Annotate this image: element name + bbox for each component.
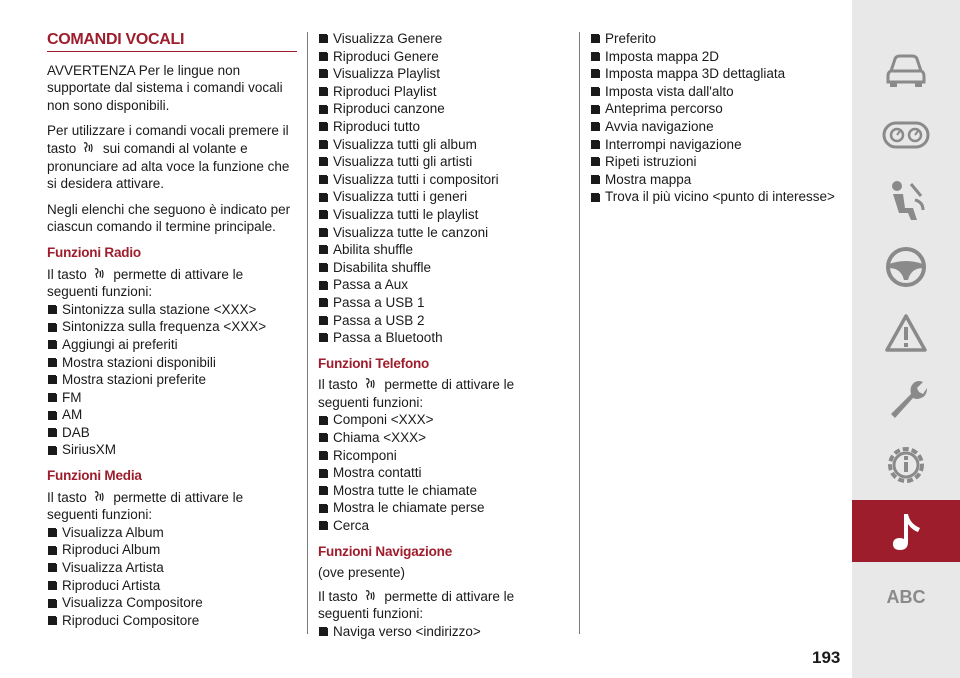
list-item [318, 136, 568, 154]
dashboard-gauges-icon [881, 117, 931, 153]
checkbox-icon [319, 627, 328, 636]
navigation-list-continued [590, 30, 840, 206]
checkbox-icon [48, 393, 57, 402]
list-item [590, 171, 840, 189]
page-number: 193 [812, 648, 841, 667]
voice-command-icon [363, 377, 379, 391]
phone-heading: Funzioni Telefono [318, 355, 430, 371]
seatbelt-passenger-icon [883, 178, 929, 224]
checkbox-icon [319, 298, 328, 307]
list-item [318, 259, 568, 277]
media-intro: Il tasto permette di attivare le seguenti funzioni: [47, 489, 244, 523]
list-item [318, 499, 568, 517]
checkbox-icon [591, 87, 600, 96]
radio-heading: Funzioni Radio [47, 244, 141, 260]
chapter-tab-dashboard[interactable] [852, 104, 960, 166]
checkbox-icon [48, 305, 57, 314]
index-label: ABC [886, 586, 926, 607]
list-item-label: Riproduci Artista [62, 577, 161, 593]
list-item-label: Riproduci Album [62, 542, 161, 558]
list-item [318, 447, 568, 465]
list-item-label: DAB [62, 424, 90, 440]
list-item-label: Visualizza tutte le canzoni [333, 224, 489, 240]
checkbox-icon [48, 599, 57, 608]
list-item-label: Mostra contatti [333, 465, 422, 481]
voice-command-icon [92, 267, 108, 281]
checkbox-icon [319, 175, 328, 184]
checkbox-icon [319, 210, 328, 219]
list-item-label: Riproduci tutto [333, 118, 421, 134]
chapter-tab-driving[interactable] [852, 236, 960, 298]
checkbox-icon [319, 316, 328, 325]
checkbox-icon [591, 193, 600, 202]
checkbox-icon [48, 411, 57, 420]
list-item-label: Passa a USB 1 [333, 294, 425, 310]
list-item [47, 424, 297, 442]
list-item [590, 83, 840, 101]
list-item [47, 524, 297, 542]
list-item [590, 118, 840, 136]
checkbox-icon [591, 157, 600, 166]
list-item [318, 482, 568, 500]
usage-paragraph: Per utilizzare i comandi vocali premere il tasto sui comandi al volante e pronunciare ad alta voce la funzione che si desidera attivare. [47, 123, 290, 192]
checkbox-icon [48, 446, 57, 455]
checkbox-icon [319, 157, 328, 166]
list-item [318, 294, 568, 312]
chapter-tab-car[interactable] [852, 38, 960, 100]
media-heading: Funzioni Media [47, 468, 142, 484]
list-item-label: Ricomponi [333, 447, 397, 463]
checkbox-icon [591, 140, 600, 149]
list-item [47, 354, 297, 372]
list-item: Naviga verso <indirizzo> [318, 623, 568, 641]
list-item [47, 577, 297, 595]
list-item-label: Mostra stazioni preferite [62, 372, 207, 388]
checkbox-icon [319, 105, 328, 114]
column-3 [590, 30, 840, 206]
list-item [318, 65, 568, 83]
list-item-label: Imposta vista dall'alto [605, 83, 734, 99]
checkbox-icon [591, 175, 600, 184]
list-item [590, 100, 840, 118]
chapter-tab-multimedia[interactable] [852, 500, 960, 562]
list-item-label: Abilita shuffle [333, 242, 414, 258]
list-item [590, 65, 840, 83]
navigation-note: (ove presente) [318, 565, 406, 581]
list-item-label: Disabilita shuffle [333, 259, 432, 275]
page-title: COMANDI VOCALI [47, 31, 297, 52]
list-item-label: Visualizza tutti i generi [333, 189, 468, 205]
settings-info-icon [883, 442, 929, 488]
radio-list [47, 301, 297, 459]
checkbox-icon [48, 528, 57, 537]
list-item [318, 312, 568, 330]
phone-intro: Il tasto permette di attivare le seguenti funzioni: [318, 377, 515, 410]
list-item-label: Mostra mappa [605, 171, 692, 187]
checkbox-icon [48, 428, 57, 437]
list-item-label: FM [62, 389, 82, 405]
list-item [318, 188, 568, 206]
checkbox-icon [591, 122, 600, 131]
checkbox-icon [319, 193, 328, 202]
navigation-intro: Il tasto permette di attivare le seguenti funzioni: [318, 588, 515, 622]
list-item-label: Sintonizza sulla stazione <XXX> [62, 301, 257, 317]
voice-command-icon [363, 589, 379, 603]
checkbox-icon [48, 616, 57, 625]
checkbox-icon [48, 323, 57, 332]
warning-paragraph: AVVERTENZA Per le lingue non supportate dal sistema i comandi vocali non sono disponibili. [47, 62, 283, 113]
list-item [318, 171, 568, 189]
list-item-label: SiriusXM [62, 442, 117, 458]
list-item-label: Imposta mappa 2D [605, 48, 720, 64]
list-item [47, 318, 297, 336]
checkbox-icon [319, 263, 328, 272]
list-item-label: Mostra le chiamate perse [333, 500, 485, 516]
list-item-label: Mostra tutte le chiamate [333, 482, 478, 498]
checkbox-icon [319, 469, 328, 478]
checkbox-icon [319, 52, 328, 61]
checkbox-icon [48, 546, 57, 555]
list-item-label: Passa a Bluetooth [333, 330, 443, 346]
wrench-icon [883, 376, 929, 422]
list-item-label: Riproduci canzone [333, 101, 445, 117]
steering-wheel-icon [883, 244, 929, 290]
navigation-list [318, 623, 568, 641]
checkbox-icon [319, 486, 328, 495]
list-item-label: Chiama <XXX> [333, 430, 427, 446]
list-item-label: Passa a USB 2 [333, 312, 425, 328]
list-item [318, 411, 568, 429]
list-item-label: Ripeti istruzioni [605, 154, 697, 170]
car-icon [883, 49, 929, 89]
list-item [47, 559, 297, 577]
list-item-label: Visualizza Compositore [62, 595, 203, 611]
column-divider [307, 32, 308, 634]
media-list-continued [318, 30, 568, 347]
checkbox-icon [48, 358, 57, 367]
list-item-label: Trova il più vicino <punto di interesse> [605, 189, 835, 205]
list-item [318, 329, 568, 347]
list-item-label: Riproduci Playlist [333, 83, 437, 99]
list-item [47, 406, 297, 424]
radio-intro: Il tasto permette di attivare le seguenti funzioni: [47, 266, 244, 300]
list-item-label: Imposta mappa 3D dettagliata [605, 66, 786, 82]
list-item [47, 301, 297, 319]
list-item-label: Riproduci Genere [333, 48, 439, 64]
list-item [47, 541, 297, 559]
list-item-label: Aggiungi ai preferiti [62, 336, 178, 352]
list-item [47, 371, 297, 389]
list-item-label: Avvia navigazione [605, 118, 714, 134]
list-item-label: Anteprima percorso [605, 101, 723, 117]
list-item [318, 153, 568, 171]
list-item [318, 30, 568, 48]
chapter-tab-emergency[interactable] [852, 302, 960, 364]
chapter-tab-technical[interactable] [852, 434, 960, 496]
music-note-icon [886, 508, 926, 554]
checkbox-icon [48, 581, 57, 590]
list-item-label: Visualizza Genere [333, 31, 443, 46]
list-item-label: Visualizza Artista [62, 560, 164, 576]
warning-triangle-icon [883, 312, 929, 354]
checkbox-icon [319, 228, 328, 237]
list-item-label: Sintonizza sulla frequenza <XXX> [62, 319, 267, 335]
list-note-paragraph: Negli elenchi che seguono è indicato per ciascun comando il termine principale. [47, 201, 291, 235]
navigation-heading: Funzioni Navigazione [318, 543, 453, 559]
list-item [318, 429, 568, 447]
list-item [590, 30, 840, 48]
media-list [47, 524, 297, 630]
checkbox-icon [319, 140, 328, 149]
phone-list [318, 411, 568, 534]
checkbox-icon [319, 281, 328, 290]
list-item-label: Interrompi navigazione [605, 136, 742, 152]
list-item [47, 441, 297, 459]
list-item [318, 118, 568, 136]
checkbox-icon [48, 563, 57, 572]
checkbox-icon [319, 69, 328, 78]
list-item-label: Visualizza Playlist [333, 66, 441, 82]
checkbox-icon [319, 333, 328, 342]
list-item-label: AM [62, 407, 83, 423]
list-item-label: Componi <XXX> [333, 412, 434, 428]
column-1 [47, 30, 297, 629]
checkbox-icon [319, 451, 328, 460]
list-item [47, 612, 297, 630]
checkbox-icon [319, 416, 328, 425]
checkbox-icon [319, 433, 328, 442]
list-item [318, 206, 568, 224]
list-item [47, 594, 297, 612]
voice-command-icon [92, 490, 108, 504]
list-item-label: Visualizza tutti le playlist [333, 206, 479, 222]
chapter-tab-maintenance[interactable] [852, 368, 960, 430]
list-item [47, 336, 297, 354]
list-item-label: Visualizza tutti gli album [333, 136, 477, 152]
list-item [590, 136, 840, 154]
checkbox-icon [319, 245, 328, 254]
list-item-label: Visualizza tutti i compositori [333, 171, 499, 187]
checkbox-icon [48, 340, 57, 349]
list-item [590, 188, 840, 206]
column-divider [579, 32, 580, 634]
list-item-label: Visualizza Album [62, 524, 164, 540]
list-item [318, 241, 568, 259]
list-item [318, 100, 568, 118]
checkbox-icon [319, 87, 328, 96]
checkbox-icon [319, 504, 328, 513]
chapter-tab-safety[interactable] [852, 170, 960, 232]
list-item [318, 464, 568, 482]
list-item-label: Visualizza tutti gli artisti [333, 154, 473, 170]
checkbox-icon [319, 34, 328, 43]
list-item [590, 153, 840, 171]
list-item [590, 48, 840, 66]
checkbox-icon [48, 375, 57, 384]
checkbox-icon [319, 122, 328, 131]
list-item [318, 83, 568, 101]
list-item [318, 48, 568, 66]
list-item [318, 276, 568, 294]
list-item-label: Cerca [333, 518, 370, 534]
list-item-label: Riproduci Compositore [62, 612, 200, 628]
chapter-tab-index[interactable] [852, 566, 960, 628]
checkbox-icon [319, 521, 328, 530]
list-item-label: Passa a Aux [333, 277, 409, 293]
list-item [318, 224, 568, 242]
checkbox-icon [591, 69, 600, 78]
list-item-label: Preferito [605, 31, 657, 46]
list-item [47, 389, 297, 407]
voice-command-icon [81, 141, 97, 155]
checkbox-icon [591, 34, 600, 43]
checkbox-icon [591, 52, 600, 61]
list-item [318, 517, 568, 535]
chapter-sidebar [852, 0, 960, 678]
checkbox-icon [591, 105, 600, 114]
column-2 [318, 30, 568, 641]
list-item-label: Mostra stazioni disponibili [62, 354, 216, 370]
